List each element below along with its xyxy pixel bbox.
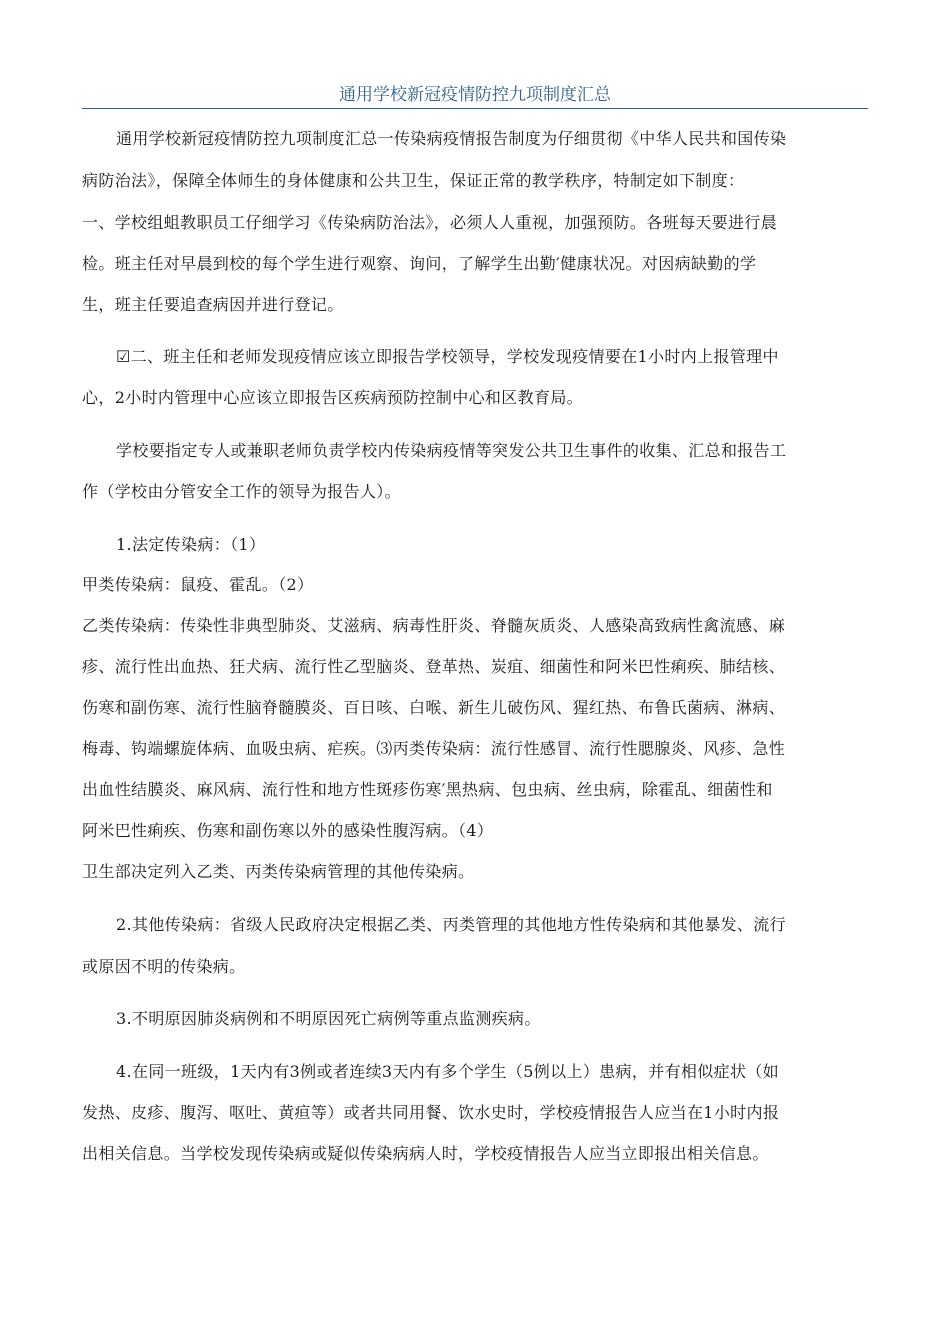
paragraph-line: 卫生部决定列入乙类、丙类传染病管理的其他传染病。	[82, 862, 475, 881]
paragraph-line: 生，班主任要追查病因并进行登记。	[82, 295, 344, 314]
paragraph-line: 心，2小时内管理中心应该立即报告区疾病预防控制中心和区教育局。	[82, 388, 584, 407]
paragraph-line: 梅毒、钩端螺旋体病、血吸虫病、疟疾。⑶丙类传染病：流行性感冒、流行性腮腺炎、风疹、急性	[82, 739, 786, 758]
paragraph-line: 检。班主任对早晨到校的每个学生进行观察、询问，了解学生出勤′健康状况。对因病缺勤的学	[82, 254, 757, 273]
paragraph-line: 1.法定传染病：（1）	[116, 535, 266, 554]
paragraph-line: 一、学校组蛆教职员工仔细学习《传染病防治法》，必须人人重视，加强预防。各班每天要进行晨	[82, 213, 778, 232]
paragraph-line: 4.在同一班级，1天内有3例或者连续3天内有多个学生（5例以上）患病，并有相似症状（如	[116, 1062, 780, 1081]
paragraph-line: 疹、流行性出血热、狂犬病、流行性乙型脑炎、登革热、炭疽、细菌性和阿米巴性痢疾、肺结核、	[82, 657, 786, 676]
paragraph-line: 学校要指定专人或兼职老师负责学校内传染病疫情等突发公共卫生事件的收集、汇总和报告工	[116, 441, 787, 460]
paragraph-line: ☑二、班主任和老师发现疫情应该立即报告学校领导，学校发现疫情要在1小时内上报管理中	[116, 347, 779, 366]
paragraph-line: 乙类传染病：传染性非典型肺炎、艾滋病、病毒性肝炎、脊髓灰质炎、人感染高致病性禽流感、麻	[82, 616, 786, 635]
paragraph-line: 伤寒和副伤寒、流行性脑脊髓膜炎、百日咳、白喉、新生儿破伤风、猩红热、布鲁氏菌病、淋病、	[82, 698, 786, 717]
paragraph-line: 出血性结膜炎、麻风病、流行性和地方性斑疹伤寒′黑热病、包虫病、丝虫病，除霍乱、细菌性和	[82, 780, 773, 799]
paragraph-line: 出相关信息。当学校发现传染病或疑似传染病病人时，学校疫情报告人应当立即报出相关信息。	[82, 1144, 769, 1163]
paragraph-line: 或原因不明的传染病。	[82, 957, 246, 976]
paragraph-line: 2.其他传染病：省级人民政府决定根据乙类、丙类管理的其他地方性传染病和其他暴发、流行	[116, 915, 786, 934]
paragraph-line: 通用学校新冠疫情防控九项制度汇总一传染病疫情报告制度为仔细贯彻《中华人民共和国传染	[116, 129, 787, 148]
header-divider	[82, 108, 868, 109]
paragraph-line: 病防治法》，保障全体师生的身体健康和公共卫生，保证正常的教学秩序，特制定如下制度：	[82, 171, 745, 190]
paragraph-line: 3.不明原因肺炎病例和不明原因死亡病例等重点监测疾病。	[116, 1009, 541, 1028]
paragraph-line: 发热、皮疹、腹泻、呕吐、黄疸等）或者共同用餐、饮水史时，学校疫情报告人应当在1小时内报	[82, 1103, 780, 1122]
page-header-title: 通用学校新冠疫情防控九项制度汇总	[339, 85, 611, 105]
paragraph-line: 作（学校由分管安全工作的领导为报告人）。	[82, 482, 402, 501]
paragraph-line: 甲类传染病：鼠疫、霍乱。（2）	[82, 575, 314, 594]
paragraph-line: 阿米巴性痢疾、伤寒和副伤寒以外的感染性腹泻病。（4）	[82, 821, 494, 840]
